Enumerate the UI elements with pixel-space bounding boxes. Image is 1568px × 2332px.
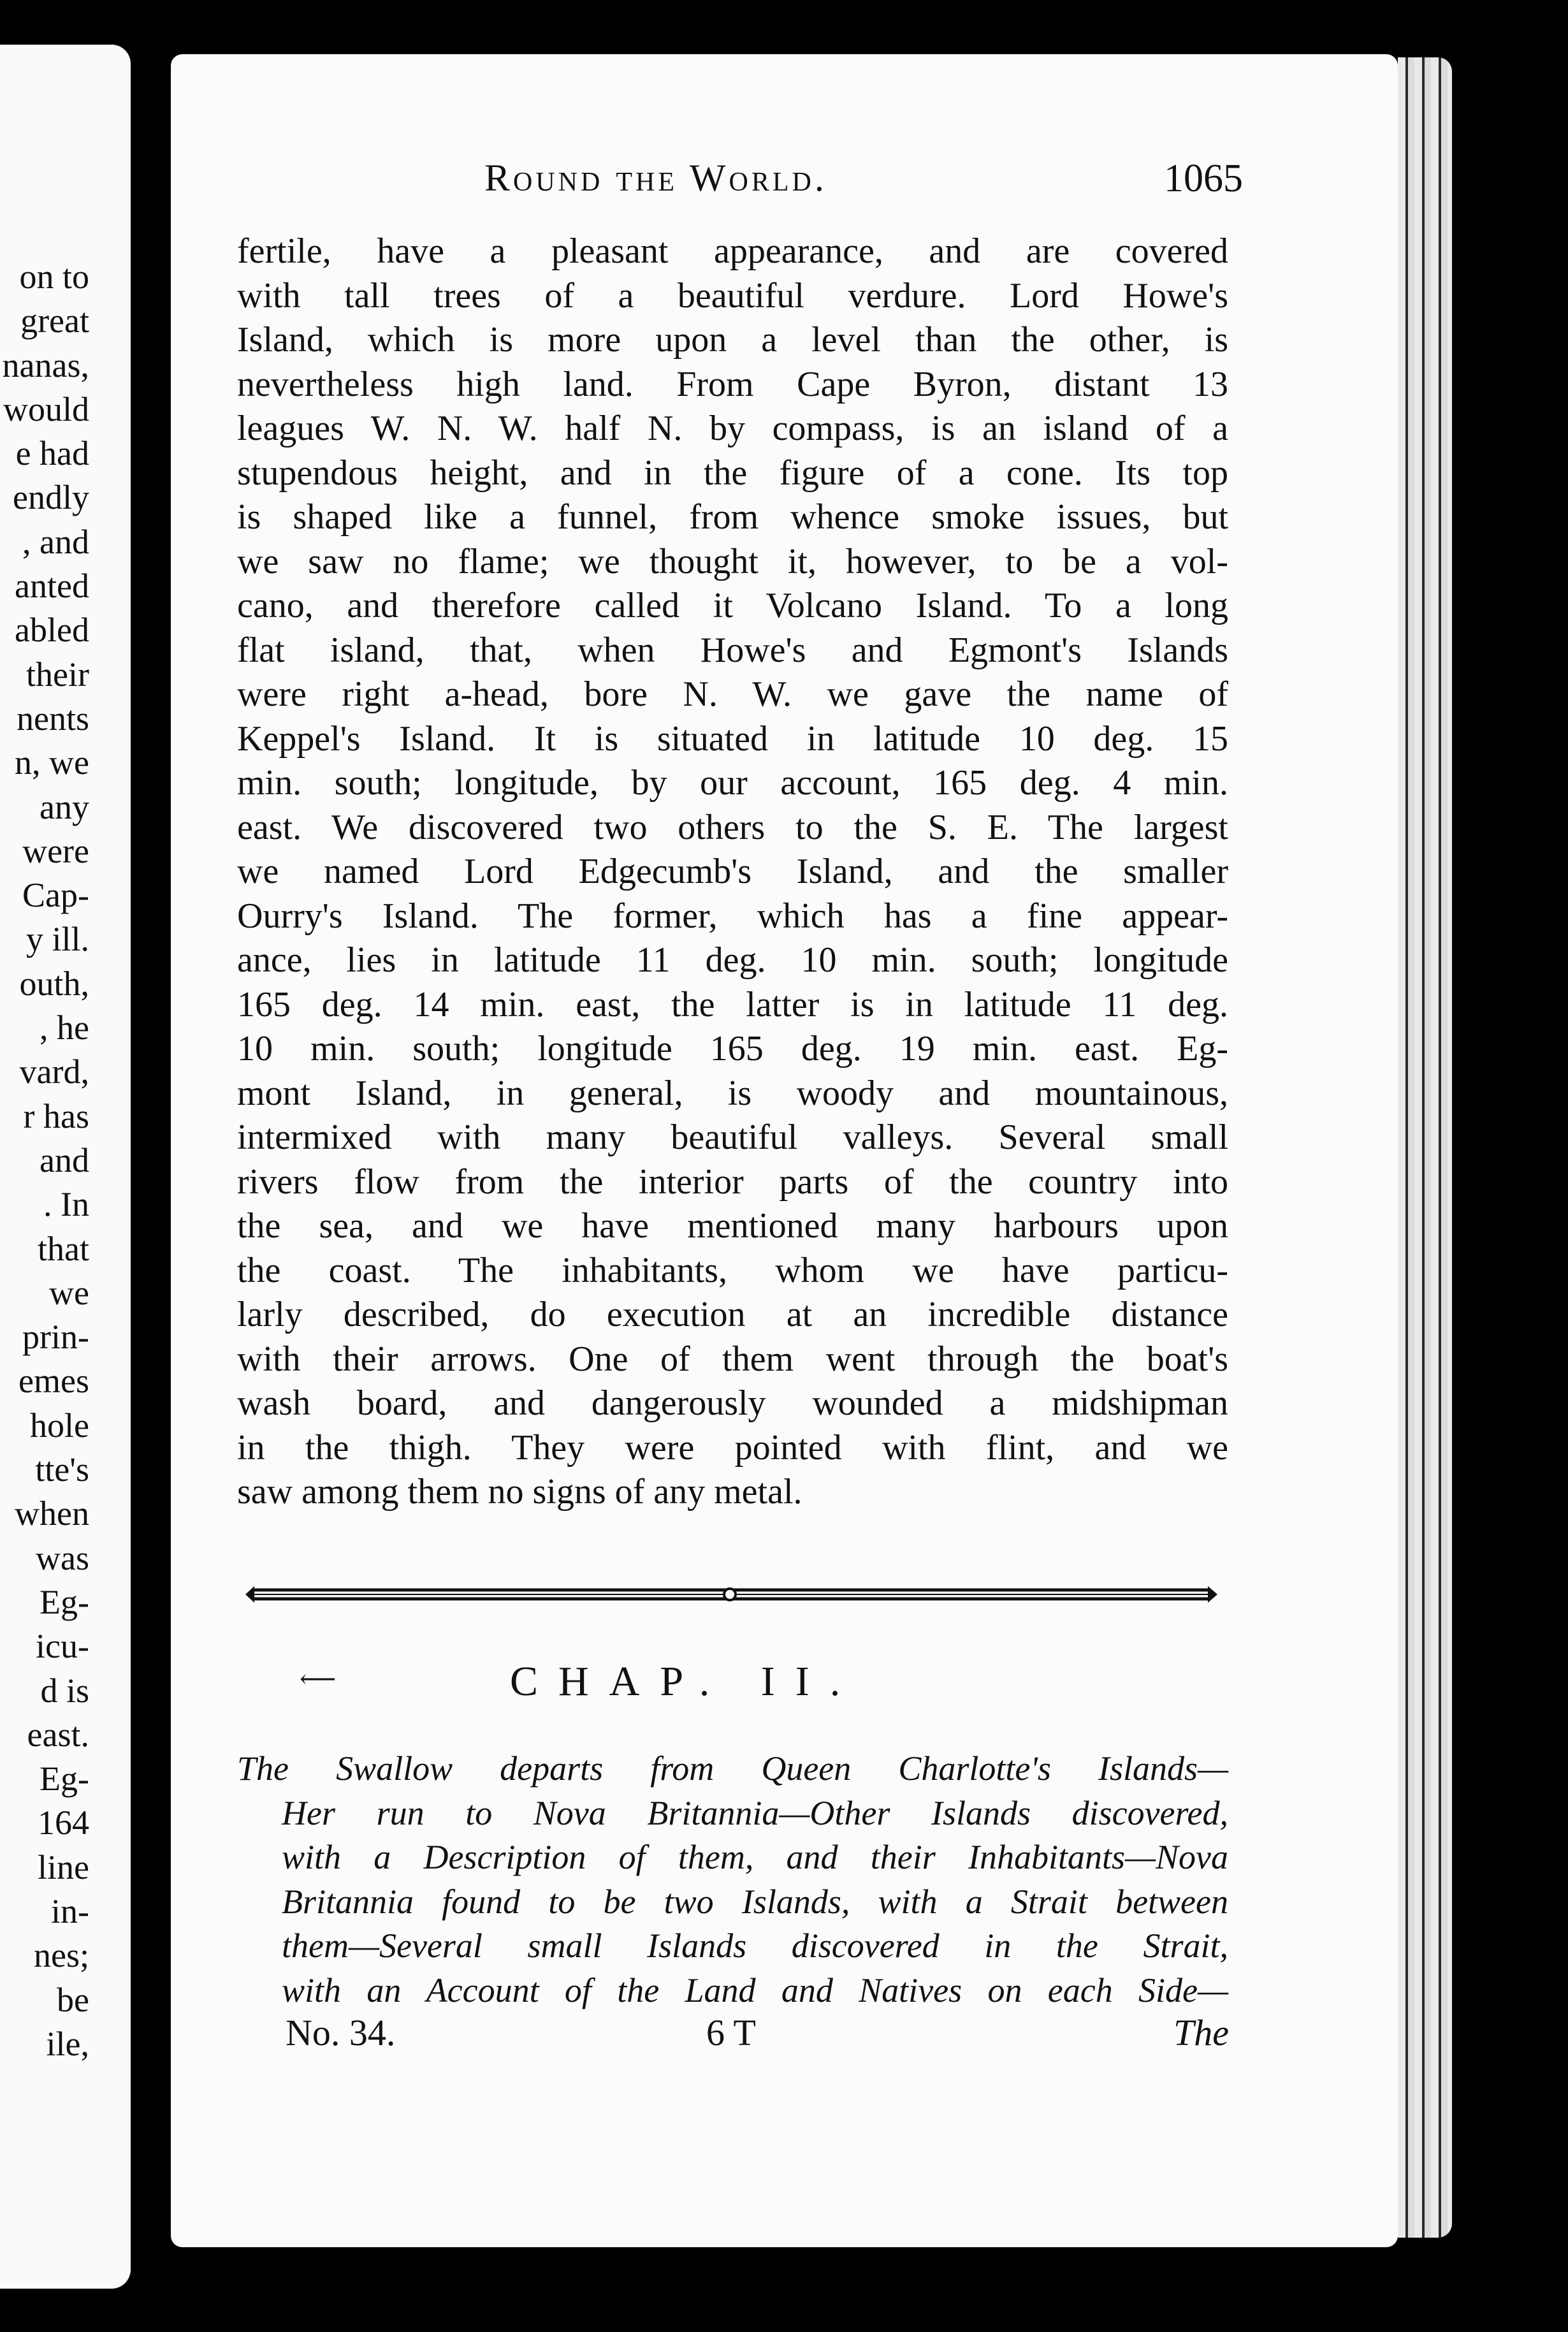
facing-page-line: emes [18, 1362, 89, 1401]
text-line: east. We discovered two others to the S. E. The largest [237, 807, 1228, 847]
text-line: we named Lord Edgecumb's Island, and the smaller [237, 852, 1228, 891]
facing-page-line: and [40, 1140, 89, 1179]
text-line: 165 deg. 14 min. east, the latter is in latitude 11 deg. [237, 984, 1228, 1024]
facing-page-line: were [22, 831, 89, 870]
text-line: mont Island, in general, is woody and mountainous, [237, 1073, 1228, 1113]
page-number: 1065 [1164, 157, 1243, 200]
text-line: with their arrows. One of them went through the boat's [237, 1339, 1228, 1379]
facing-page-line: on to [19, 258, 89, 296]
text-line: rivers flow from the interior parts of the country into [237, 1162, 1228, 1202]
number-label: No. 34. [286, 2012, 396, 2053]
text-line: flat island, that, when Howe's and Egmont's Islands [237, 630, 1228, 670]
facing-page-line: icu- [36, 1627, 89, 1666]
facing-page-line: line [38, 1847, 89, 1886]
facing-page-line: abled [15, 611, 89, 650]
facing-page-line: , he [40, 1009, 89, 1047]
facing-page-line: Eg- [40, 1760, 89, 1798]
text-line: 10 min. south; longitude 165 deg. 19 min. east. Eg- [237, 1029, 1228, 1068]
chapter-heading: CHAP. II. [510, 1658, 861, 1705]
summary-line: Her run to Nova Britannia—Other Islands discovered, [282, 1793, 1228, 1832]
facing-page-line: tte's [35, 1450, 89, 1489]
facing-page-line: nanas, [2, 346, 89, 384]
facing-page-line: r has [23, 1097, 89, 1135]
facing-page-line: e had [15, 434, 89, 473]
summary-line: Britannia found to be two Islands, with a Strait between [282, 1882, 1228, 1921]
facing-page-line: anted [15, 567, 89, 606]
facing-page-line: nes; [34, 1936, 89, 1975]
summary-line: them—Several small Islands discovered in the Strait, [282, 1927, 1228, 1965]
facing-page-line: that [38, 1229, 89, 1268]
text-line: Keppel's Island. It is situated in latitude 10 deg. 15 [237, 718, 1228, 759]
body-text [237, 230, 1228, 1515]
facing-page-line: d is [40, 1671, 89, 1710]
facing-page [0, 45, 131, 2289]
summary-line: with an Account of the Land and Natives on each Side— [282, 1971, 1228, 2009]
text-line: were right a-head, bore N. W. we gave the name of [237, 674, 1228, 714]
facing-page-line: in- [51, 1891, 89, 1930]
facing-page-line: Cap- [22, 876, 89, 915]
text-line: ance, lies in latitude 11 deg. 10 min. south; longitude [237, 940, 1228, 980]
text-line: larly described, do execution at an incredible distance [237, 1295, 1228, 1334]
text-line: min. south; longitude, by our account, 165 deg. 4 min. [237, 763, 1228, 803]
text-line: wash board, and dangerously wounded a midshipman [237, 1383, 1228, 1423]
facing-page-line: be [57, 1980, 89, 2019]
catchword: The [1173, 2012, 1229, 2053]
facing-page-line: Eg- [40, 1582, 89, 1621]
facing-page-line: we [49, 1273, 89, 1312]
facing-page-line: , and [22, 522, 89, 561]
facing-page-line: endly [13, 478, 89, 517]
text-line: saw among them no signs of any metal. [237, 1472, 802, 1512]
text-line: Ourry's Island. The former, which has a fine appear- [237, 896, 1228, 936]
facing-page-line: nents [17, 699, 89, 738]
text-line: intermixed with many beautiful valleys. Several small [237, 1118, 1228, 1157]
page-footer [286, 2011, 1229, 2056]
facing-page-line: when [15, 1494, 89, 1533]
signature-mark: 6 T [706, 2012, 756, 2053]
text-line: is shaped like a funnel, from whence smoke issues, but [237, 497, 1228, 537]
ornamental-rule [245, 1580, 1217, 1609]
text-line: Island, which is more upon a level than the other, is [237, 320, 1228, 360]
facing-page-line: great [20, 302, 89, 340]
summary-line: with a Description of them, and their Inhabitants—Nova [282, 1838, 1228, 1876]
text-line: the coast. The inhabitants, whom we have particu- [237, 1250, 1228, 1290]
facing-page-line: n, we [15, 743, 89, 782]
facing-page-line: 164 [38, 1804, 89, 1842]
text-line: in the thigh. They were pointed with flint, and we [237, 1427, 1228, 1468]
summary-line: The Swallow departs from Queen Charlotte's Islands— [237, 1749, 1228, 1788]
text-line: stupendous height, and in the figure of a cone. Its top [237, 453, 1228, 493]
facing-page-line: outh, [19, 964, 89, 1003]
facing-page-text [0, 255, 89, 2066]
facing-page-line: any [40, 787, 89, 826]
running-head: Round the World. [484, 157, 827, 199]
facing-page-line: was [36, 1538, 89, 1577]
facing-page-line: their [26, 655, 89, 694]
facing-page-line: prin- [22, 1318, 89, 1357]
facing-page-line: . In [43, 1185, 89, 1224]
text-line: with tall trees of a beautiful verdure. Lord Howe's [237, 275, 1228, 316]
facing-page-line: east. [27, 1715, 89, 1754]
page-header [306, 156, 1243, 201]
text-line: the sea, and we have mentioned many harbours upon [237, 1206, 1228, 1246]
page-edge [1398, 57, 1452, 2238]
facing-page-line: y ill. [25, 920, 89, 959]
text-line: we saw no flame; we thought it, however, to be a vol- [237, 541, 1228, 581]
chapter-summary [237, 1747, 1228, 2013]
text-line: fertile, have a pleasant appearance, and are covered [237, 231, 1228, 271]
text-line: cano, and therefore called it Volcano Island. To a long [237, 586, 1228, 625]
text-line: leagues W. N. W. half N. by compass, is an island of a [237, 409, 1228, 448]
text-line: nevertheless high land. From Cape Byron, distant 13 [237, 364, 1228, 404]
facing-page-line: hole [30, 1406, 89, 1445]
facing-page-line: vard, [19, 1053, 89, 1091]
chapter-mark: ⟵ [300, 1665, 337, 1693]
facing-page-line: would [3, 390, 89, 428]
facing-page-line: ile, [46, 2024, 89, 2063]
